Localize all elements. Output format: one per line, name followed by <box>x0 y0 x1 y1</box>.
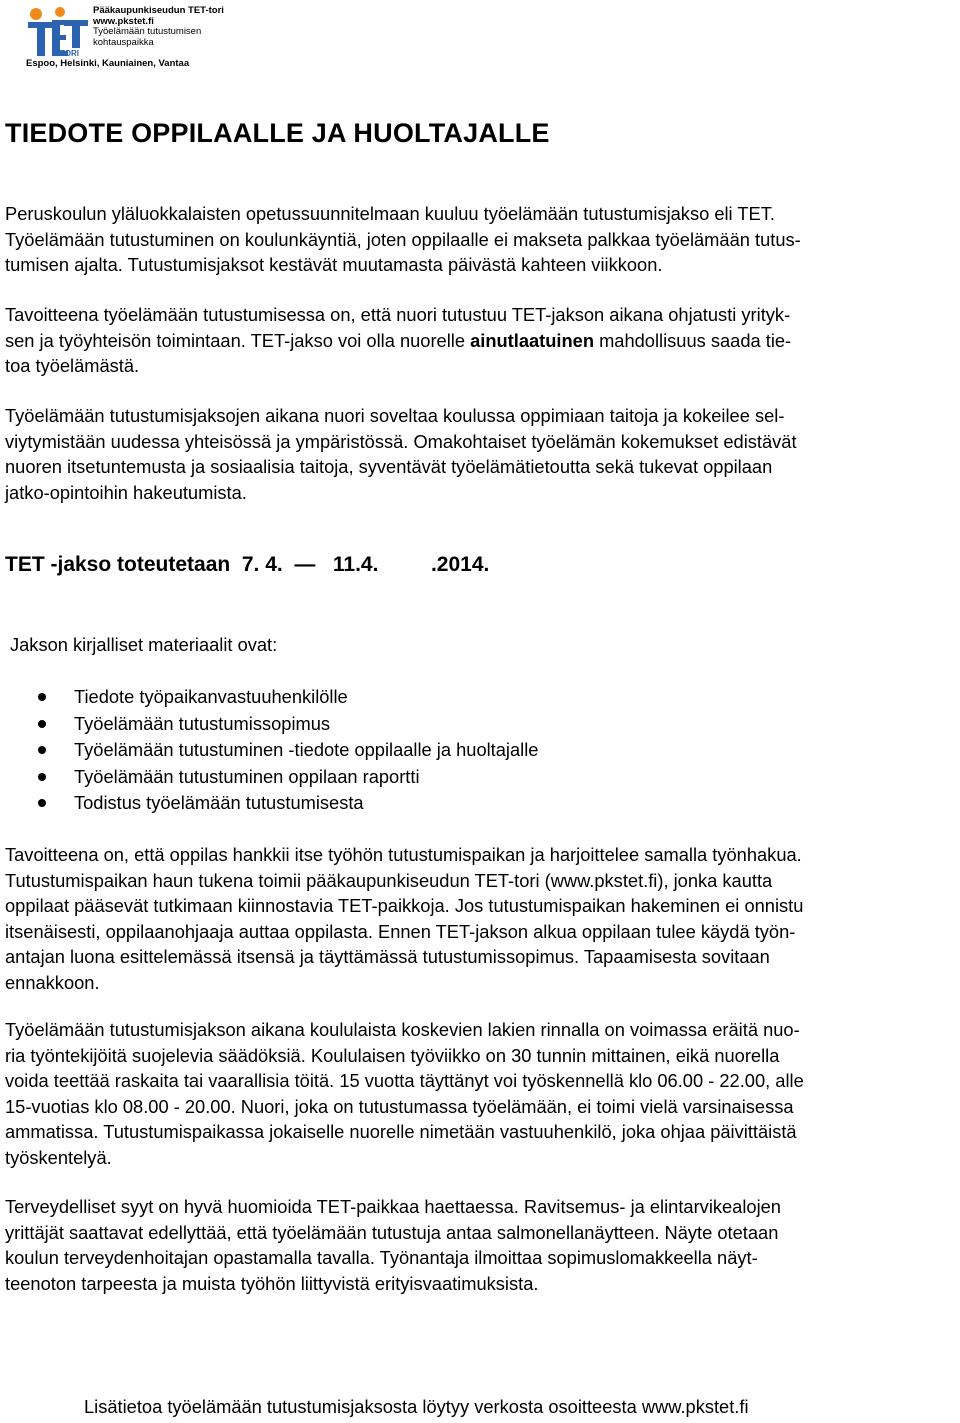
bullet-icon <box>38 773 46 781</box>
bullet-icon <box>38 799 46 807</box>
place-paragraph <box>5 842 960 995</box>
list-item-text: Tiedote työpaikanvastuuhenkilölle <box>74 686 348 707</box>
law-line: ammatissa. Tutustumispaikassa jokaiselle nuorelle nimetään vastuuhenkilö, joka ohjaa päivittäistä <box>5 1121 797 1142</box>
intro-paragraph <box>5 201 960 278</box>
materials-list <box>0 684 538 817</box>
list-item-text: Todistus työelämään tutustumisesta <box>74 792 364 813</box>
goal-paragraph <box>5 302 960 379</box>
skills-line: viytymistään uudessa yhteisössä ja ympäristössä. Omakohtaiset työelämän kokemukset edistävät <box>5 430 797 452</box>
health-line: yrittäjät saattavat edellyttää, että työelämään tutustuja antaa salmonellanäytteen. Näyte otetaan <box>5 1221 779 1243</box>
logo-tagline-1: Työelämään tutustumisen <box>93 26 202 37</box>
bullet-icon <box>38 746 46 754</box>
place-line: oppilaat pääsevät tutkimaan kiinnostavia TET-paikkoja. Jos tutustumispaikan hakeminen ei onnistu <box>5 895 804 916</box>
logo-url[interactable]: www.pkstet.fi <box>93 15 154 27</box>
tet-tori-logo-icon <box>26 4 92 58</box>
health-line: teenoton tarpeesta ja muista työhön liittyvistä erityisvaatimuksista. <box>5 1272 539 1294</box>
list-item <box>0 790 538 817</box>
footer-note: Lisätietoa työelämään tutustumisjaksosta löytyy verkosta osoitteesta www.pkstet.fi <box>84 1396 749 1417</box>
law-line: 15-vuotias klo 08.00 - 20.00. Nuori, joka on tutustumassa työelämään, ei toimi vielä varsinaisessa <box>5 1095 794 1117</box>
place-line: itsenäisesti, oppilaanohjaaja auttaa oppilasta. Ennen TET-jakson alkua oppilaan tulee käydä työn- <box>5 920 796 942</box>
goal-bold: ainutlaatuinen <box>470 329 594 351</box>
goal-text: sen ja työyhteisön toimintaan. TET-jakso voi olla nuorelle <box>5 329 471 351</box>
list-item-text: Työelämään tutustumissopimus <box>74 712 331 734</box>
skills-line: nuoren itsetuntemusta ja sosiaalisia taitoja, syventävät työelämätietoutta sekä tukevat oppilaan <box>5 456 773 477</box>
page-title: TIEDOTE OPPILAALLE JA HUOLTAJALLE <box>5 118 550 148</box>
skills-line: jatko-opintoihin hakeutumista. <box>5 481 247 503</box>
tet-dates: TET -jakso toteutetaan 7. 4. — 11.4. .2014. <box>5 553 490 576</box>
list-item <box>0 764 538 791</box>
goal-line: toa työelämästä. <box>5 355 140 376</box>
goal-line: Tavoitteena työelämään tutustumisessa on, että nuori tutustuu TET-jakson aikana ohjatusti yrityk- <box>5 304 791 325</box>
logo <box>26 4 226 70</box>
intro-line: tumisen ajalta. Tutustumisjaksot kestävät muutamasta päivästä kahteen viikkoon. <box>5 254 663 275</box>
place-line: Tavoitteena on, että oppilas hankkii itse työhön tutustumispaikan ja harjoittelee samalla työnhakua. <box>5 844 802 865</box>
health-line: Terveydelliset syyt on hyvä huomioida TET-paikkaa haettaessa. Ravitsemus- ja elintarvikealojen <box>5 1196 781 1217</box>
materials-title: Jakson kirjalliset materiaalit ovat: <box>10 634 278 655</box>
bullet-icon <box>38 693 46 701</box>
logo-text <box>93 6 224 48</box>
law-line: voida teettää raskaita tai vaarallisia töitä. 15 vuotta täyttänyt voi työskennellä klo 06.00 - 22.00, alle <box>5 1070 804 1091</box>
logo-tagline-2: kohtauspaikka <box>93 36 154 48</box>
list-item-text: Työelämään tutustuminen oppilaan raportti <box>74 765 420 787</box>
place-line: Tutustumispaikan haun tukena toimii pääkaupunkiseudun TET-tori (www.pkstet.fi), jonka kautta <box>5 869 773 891</box>
law-paragraph <box>5 1017 960 1170</box>
list-item <box>0 737 538 764</box>
intro-line: Peruskoulun yläluokkalaisten opetussuunnitelmaan kuuluu työelämään tutustumisjakso eli TET. <box>5 203 775 224</box>
logo-sub-text: TORI <box>60 49 79 58</box>
list-item <box>0 711 538 738</box>
bullet-icon <box>38 720 46 728</box>
law-line: Työelämään tutustumisjakson aikana koululaista koskevien lakien rinnalla on voimassa eräitä nuo- <box>5 1019 800 1040</box>
skills-line: Työelämään tutustumisjaksojen aikana nuori soveltaa koulussa oppimiaan taitoja ja kokeilee sel- <box>5 405 785 426</box>
health-line: koulun terveydenhoitajan opastamalla tavalla. Työnantaja ilmoittaa sopimuslomakkeella näyt- <box>5 1247 758 1268</box>
list-item <box>0 684 538 711</box>
goal-text: mahdollisuus saada tie- <box>594 329 792 351</box>
logo-org: Pääkaupunkiseudun TET-tori <box>93 5 224 16</box>
place-line: antajan luona esittelemässä itsensä ja täyttämässä tutustumissopimus. Tapaamisesta sovitaan <box>5 946 770 967</box>
logo-cities: Espoo, Helsinki, Kauniainen, Vantaa <box>26 58 190 69</box>
place-line: ennakkoon. <box>5 971 100 993</box>
health-paragraph <box>5 1194 960 1296</box>
law-line: työskentelyä. <box>5 1146 112 1168</box>
skills-paragraph <box>5 403 960 505</box>
list-item-text: Työelämään tutustuminen -tiedote oppilaalle ja huoltajalle <box>74 739 539 760</box>
intro-line: Työelämään tutustuminen on koulunkäyntiä, joten oppilaalle ei makseta palkkaa työelämään tutus- <box>5 228 801 250</box>
goal-line <box>5 328 960 354</box>
law-line: ria työntekijöitä suojelevia säädöksiä. Koululaisen työviikko on 30 tunnin mittainen, eikä nuorella <box>5 1044 780 1066</box>
